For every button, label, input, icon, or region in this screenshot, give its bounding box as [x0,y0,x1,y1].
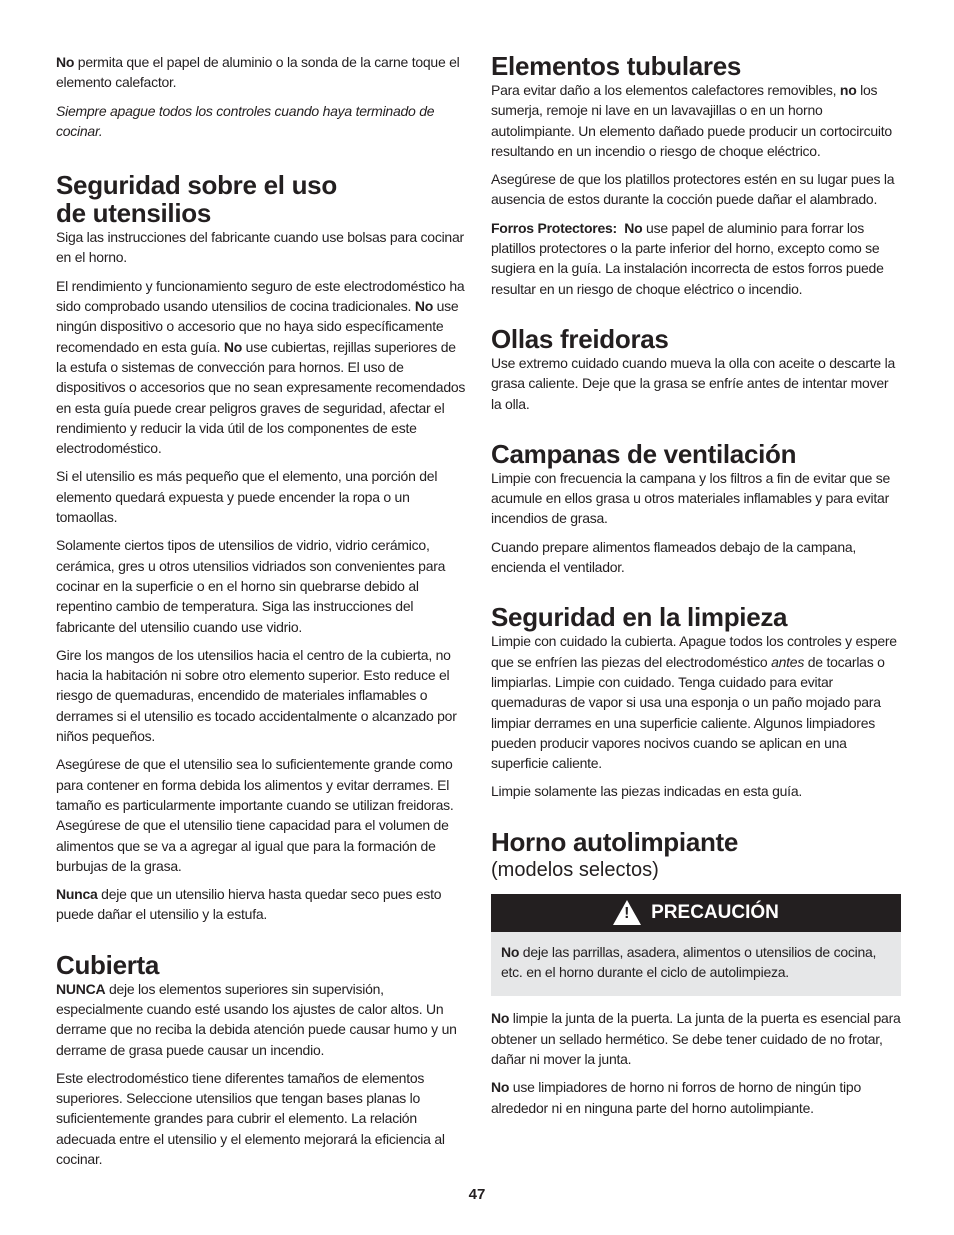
text: Limpie con cuidado la cubierta. Apague todos los controles y espere que se enfríen las piezas del electrodoméstico [491,633,897,670]
tubulares-p1 [491,80,901,161]
freidoras-heading: Ollas freidoras [491,323,669,354]
utensilios-p3: Si el utensilio es más pequeño que el elemento, una porción del elemento quedará expuesta y puede encender la ropa o un tomaollas. [56,468,438,526]
heading-line-2: de utensilios [56,198,212,229]
horno-p2 [491,1077,901,1118]
text: los sumerja, remoje ni lave en un lavavajillas o en un horno autolimpiante. Un elemento dañado puede producir un cortocircuito resultando en un incendio o riesgo de choque eléctrico. [491,82,892,159]
cubierta-p2: Este electrodoméstico tiene diferentes tamaños de elementos superiores. Seleccione utensilios que tengan bases planas lo suficientemente grandes para cubrir el elemento. La relación adecuada entre el utensilio y el elemento mejorará la eficiencia al cocinar. [56,1069,445,1168]
bold-no: No [414,298,433,315]
warning-triangle-icon [613,900,641,925]
horno-p1 [491,1008,901,1069]
limpieza-heading: Seguridad en la limpieza [491,602,788,633]
caution-text [501,942,891,983]
caution-label: PRECAUCIÓN [651,901,779,923]
utensilios-p6: Asegúrese de que el utensilio sea lo suficientemente grande como para contener en forma debida los alimentos y evitar derrames. El tamaño es particularmente importante cuando se utilizan freidoras. Asegúrese de que el utensilio tiene capacidad para el volumen de alimentos que se va a agregar al igual que para la formación de burbujas de la grasa. [56,756,454,874]
text: permita que el papel de aluminio o la sonda de la carne toque el elemento calefactor. [56,54,460,91]
utensilios-p4: Solamente ciertos tipos de utensilios de vidrio, vidrio cerámico, cerámica, gres u otros utensilios vidriados son convenientes para cocinar en la superficie o en el horno sin quebrarse debido al repentino cambio de temperatura. Siga las instrucciones del fabricante del utensilio cuando use vidrio. [56,537,446,635]
text: use papel de aluminio para forrar los platillos protectores o la parte inferior del horno, excepto como se sugiera en la guía. La instalación incorrecta de estos forros puede resultar en un riesgo de choque eléctrico o incendio. [491,219,884,297]
text: use ningún dispositivo o accesorio que no haya sido específicamente recomendado en esta guía. [56,298,459,355]
caution-banner [491,894,901,932]
left-column [56,52,466,1177]
text: deje los elementos superiores sin supervisión, especialmente cuando esté usando los ajustes de calor altos. Un derrame que no reciba la debida atención puede causar humo y un derrame de grasa puede causar un incendio. [56,980,457,1058]
caution-box [491,932,901,997]
horno-heading: Horno autolimpiante [491,826,739,857]
text: El rendimiento y funcionamiento seguro de este electrodoméstico ha sido comprobado usando utensilios de cocina tradicionales. [56,277,465,315]
text: use limpiadores de horno ni forros de horno de ningún tipo alrededor ni en ninguna parte del horno autolimpiante. [491,1079,861,1116]
bold-label: Forros Protectores: [491,219,617,236]
bold-no: No [624,219,643,236]
campanas-p1: Limpie con frecuencia la campana y los filtros a fin de evitar que se acumule en ellos grasa u otros materiales inflamables y para evitar incendios de grasa. [491,469,891,527]
italic-antes: antes [771,653,805,670]
bold-no: no [839,82,857,98]
bold-no: No [491,1079,510,1096]
bold-no: No [501,943,520,960]
campanas-p2: Cuando prepare alimentos flameados debajo de la campana, encienda el ventilador. [491,538,857,576]
page-number: 47 [468,1186,486,1203]
utensilios-p1: Siga las instrucciones del fabricante cuando use bolsas para cocinar en el horno. [56,229,464,266]
utensilios-heading [56,171,466,227]
heading-line-1: Seguridad sobre el uso [56,170,337,201]
bold-nunca: Nunca [56,886,98,903]
bold-nunca: NUNCA [56,980,106,997]
right-column [491,52,901,1126]
text: deje que un utensilio hierva hasta quedar seco pues esto puede dañar el utensilio y la estufa. [56,886,442,923]
tubulares-heading: Elementos tubulares [491,51,742,81]
utensilios-p5: Gire los mangos de los utensilios hacia el centro de la cubierta, no hacia la habitación ni sobre otro elemento superior. Esto reduce el riesgo de quemaduras, encendido de materiales inflamables o derrames si el utensilio es tocado accidentalmente o alcanzado por niños pequeños. [56,646,457,745]
intro-controls-note: Siempre apague todos los controles cuando haya terminado de cocinar. [56,102,435,139]
bold-no: No [491,1010,510,1027]
bold-no: No [223,338,243,355]
utensilios-p2 [56,276,466,459]
bold-no: No [56,54,75,70]
text: limpie la junta de la puerta. La junta de la puerta es esencial para obtener un sellado hermético. Se debe tener cuidado de no frotar, dañar ni mover la junta. [491,1010,901,1067]
tubulares-p2: Asegúrese de que los platillos protectores estén en su lugar pues la ausencia de estos durante la cocción puede dañar el alambrado. [491,171,895,208]
warning-symbol: ! [624,905,630,923]
horno-subtitle: (modelos selectos) [491,858,659,881]
text: use cubiertas, rejillas superiores de la estufa o sistemas de convección para hornos. El uso de dispositivos o accesorios que no sean expresamente recomendados en esta guía puede crear peligros graves de seguridad, afectar el rendimiento y reducir la vida útil de los componentes de este electrodoméstico. [56,338,466,457]
tubulares-p3 [491,218,901,299]
cubierta-p1 [56,979,466,1060]
campanas-heading: Campanas de ventilación [491,438,797,469]
limpieza-p2: Limpie solamente las piezas indicadas en esta guía. [491,783,802,800]
text: Para evitar daño a los elementos calefactores removibles, [491,82,840,98]
utensilios-p7 [56,884,466,925]
text: de tocarlas o limpiarlas. Limpie con cuidado. Tenga cuidado para evitar quemaduras de vapor si usa una esponja o un paño mojado para limpiar derrames en una superficie caliente. Algunos limpiadores pueden producir vapores nocivos cuando se aplican en una superficie caliente. [491,653,885,772]
cubierta-heading: Cubierta [56,949,160,980]
freidoras-p1: Use extremo cuidado cuando mueva la olla con aceite o descarte la grasa caliente. Deje que la grasa se enfríe antes de intentar mover la olla. [491,354,895,412]
intro-foil-warning [56,52,466,93]
text: deje las parrillas, asadera, alimentos o utensilios de cocina, etc. en el horno durante el ciclo de autolimpieza. [501,943,877,981]
limpieza-p1 [491,631,901,773]
